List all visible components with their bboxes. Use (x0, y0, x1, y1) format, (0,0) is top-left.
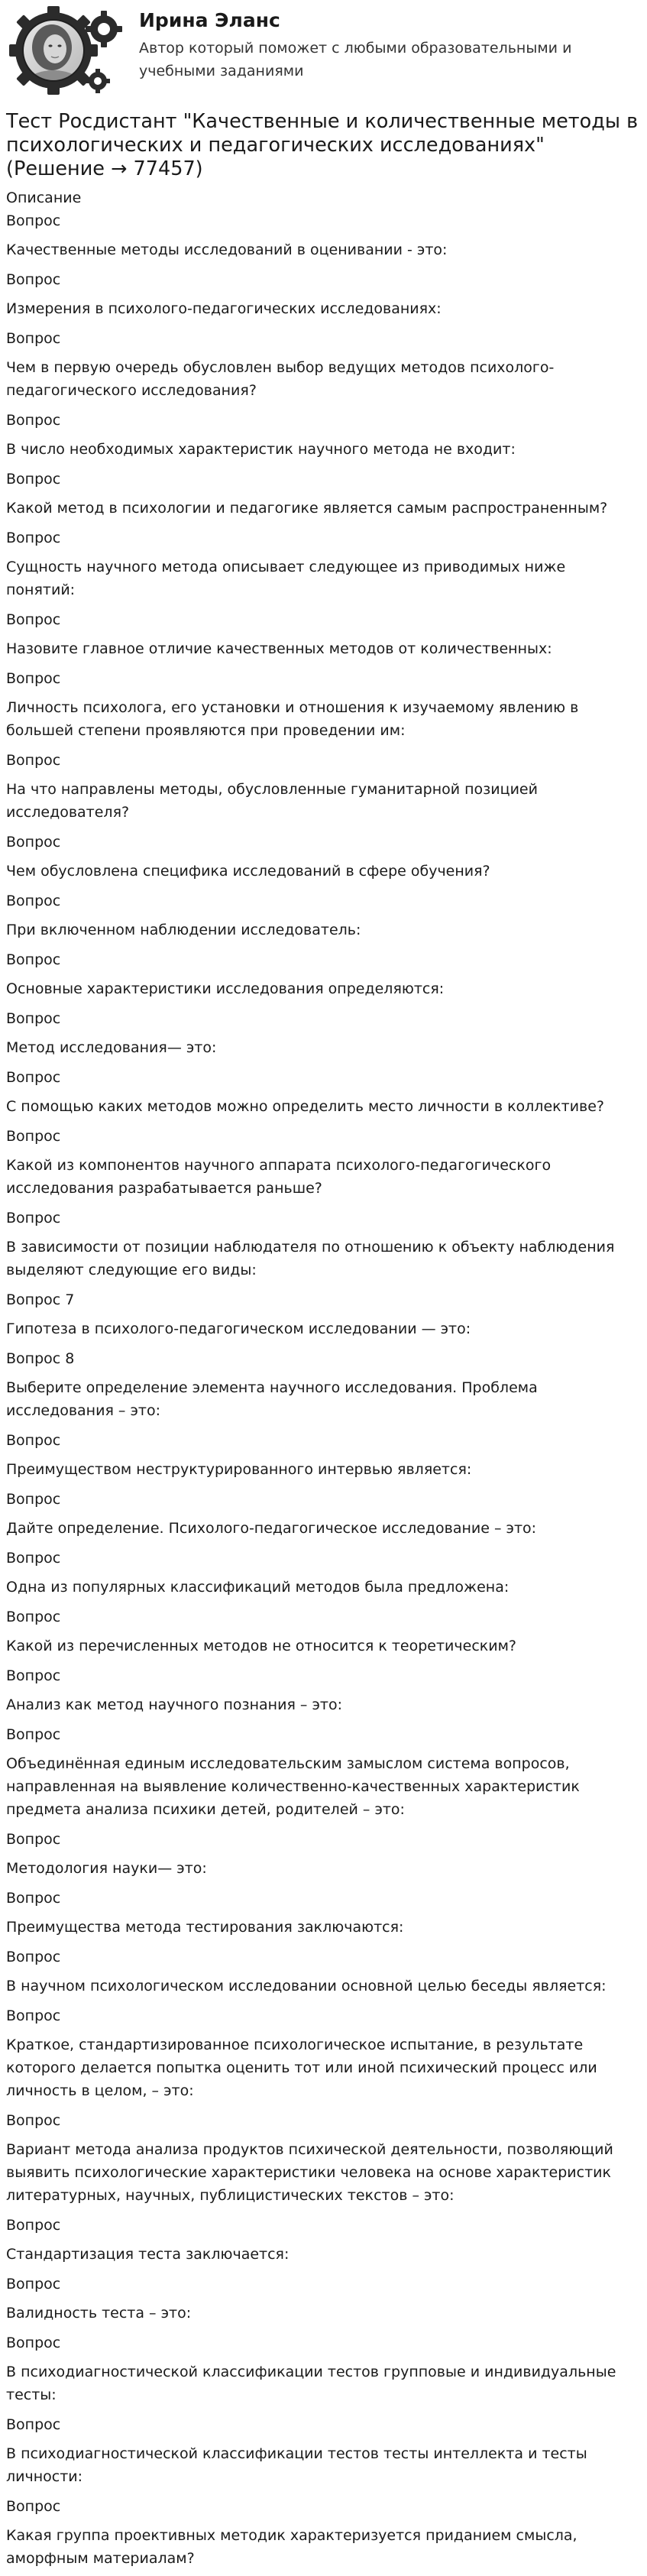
question-item (6, 1664, 641, 1722)
question-label: Вопрос (6, 1069, 61, 1086)
question-item (6, 209, 641, 267)
question-item (6, 2494, 641, 2576)
question-item (6, 2004, 641, 2108)
question-label: Вопрос (6, 834, 61, 851)
question-text: В психодиагностической классификации тестов тесты интеллекта и тесты личности: (6, 2445, 587, 2485)
question-item (6, 1827, 641, 1886)
question-item (6, 1487, 641, 1546)
avatar[interactable] (6, 6, 128, 99)
question-item (6, 1722, 641, 1827)
question-label: Вопрос (6, 1432, 61, 1449)
question-text: Преимуществом неструктурированного интервью является: (6, 1461, 472, 1478)
question-item (6, 1206, 641, 1288)
question-item (6, 2331, 641, 2412)
author-card (6, 0, 641, 107)
question-text: Метод исследования— это: (6, 1039, 217, 1056)
question-text: Методология науки— это: (6, 1860, 207, 1877)
question-list (6, 209, 641, 2576)
question-item (6, 830, 641, 889)
question-text: Преимущества метода тестирования заключаются: (6, 1919, 404, 1936)
question-item (6, 1886, 641, 1945)
avatar-gear-frame-icon (6, 6, 128, 99)
question-label: Вопрос (6, 893, 61, 909)
question-item (6, 1288, 641, 1346)
question-text: Объединённая единым исследовательским замыслом система вопросов, направленная на выявление количественно-качественных характеристик предмета анализа психики детей, родителей – это: (6, 1755, 580, 1818)
question-label: Вопрос (6, 471, 61, 488)
question-label: Вопрос (6, 212, 61, 229)
page-title: Тест Росдистант "Качественные и количественные методы в психологических и педагогических исследованиях" (Решение → 77457) (6, 110, 639, 180)
question-label: Вопрос (6, 1550, 61, 1567)
question-text: Чем обусловлена специфика исследований в сфере обучения? (6, 863, 490, 880)
question-text: Качественные методы исследований в оценивании - это: (6, 241, 448, 258)
question-text: В число необходимых характеристик научного метода не входит: (6, 441, 516, 458)
author-name[interactable]: Ирина Эланс (139, 9, 280, 31)
question-text: Валидность теста – это: (6, 2305, 192, 2322)
question-label: Вопрос (6, 2335, 61, 2351)
question-item (6, 608, 641, 666)
question-label: Вопрос (6, 2007, 61, 2024)
question-item (6, 467, 641, 526)
description-label[interactable]: Описание (6, 190, 82, 206)
author-info (139, 6, 597, 83)
question-label: Вопрос (6, 1949, 61, 1965)
question-label: Вопрос (6, 1128, 61, 1145)
question-text: С помощью каких методов можно определить место личности в коллективе? (6, 1098, 605, 1115)
question-label: Вопрос 8 (6, 1350, 75, 1367)
question-label: Вопрос (6, 271, 61, 288)
question-label: Вопрос (6, 2217, 61, 2234)
question-item (6, 1945, 641, 2004)
question-text: Какой из компонентов научного аппарата психолого-педагогического исследования разрабатывается раньше? (6, 1157, 552, 1197)
question-text: Выберите определение элемента научного исследования. Проблема исследования – это: (6, 1379, 538, 1419)
question-text: Дайте определение. Психолого-педагогическое исследование – это: (6, 1520, 537, 1537)
question-item (6, 889, 641, 948)
question-text: В научном психологическом исследовании основной целью беседы является: (6, 1978, 607, 1994)
question-text: В зависимости от позиции наблюдателя по отношению к объекту наблюдения выделяют следующие его виды: (6, 1239, 615, 1278)
question-item (6, 1428, 641, 1487)
question-item (6, 2213, 641, 2272)
question-label: Вопрос (6, 1831, 61, 1848)
question-label: Вопрос (6, 1210, 61, 1226)
question-label: Вопрос (6, 530, 61, 546)
question-text: Вариант метода анализа продуктов психической деятельности, позволяющий выявить психологические характеристики человека на основе характеристик литературных, научных, публицистических текстов – это: (6, 2141, 613, 2204)
question-text: Личность психолога, его установки и отношения к изучаемому явлению в большей степени проявляются при проведении им: (6, 699, 579, 739)
question-label: Вопрос (6, 752, 61, 769)
question-text: При включенном наблюдении исследователь: (6, 922, 361, 938)
question-label: Вопрос (6, 670, 61, 687)
question-item (6, 2272, 641, 2331)
question-text: Одна из популярных классификаций методов была предложена: (6, 1579, 510, 1596)
question-label: Вопрос (6, 1609, 61, 1625)
question-label: Вопрос (6, 951, 61, 968)
question-item (6, 748, 641, 830)
question-item (6, 1065, 641, 1124)
question-text: Какой из перечисленных методов не относится к теоретическим? (6, 1638, 517, 1654)
question-item (6, 1006, 641, 1065)
question-item (6, 948, 641, 1006)
question-label: Вопрос (6, 611, 61, 628)
question-text: Назовите главное отличие качественных методов от количественных: (6, 640, 552, 657)
question-item (6, 2412, 641, 2494)
question-label: Вопрос (6, 1890, 61, 1907)
question-label: Вопрос (6, 2498, 61, 2515)
question-item (6, 2108, 641, 2213)
question-item (6, 1124, 641, 1206)
question-item (6, 408, 641, 467)
question-text: Чем в первую очередь обусловлен выбор ведущих методов психолого-педагогического исследования? (6, 359, 555, 399)
question-label: Вопрос 7 (6, 1291, 75, 1308)
question-item (6, 666, 641, 748)
question-text: На что направлены методы, обусловленные гуманитарной позицией исследователя? (6, 781, 538, 821)
question-label: Вопрос (6, 2276, 61, 2292)
question-label: Вопрос (6, 2112, 61, 2129)
question-label: Вопрос (6, 1491, 61, 1508)
question-text: Сущность научного метода описывает следующее из приводимых ниже понятий: (6, 559, 566, 598)
question-item (6, 526, 641, 608)
question-item (6, 1546, 641, 1605)
question-label: Вопрос (6, 330, 61, 347)
question-label: Вопрос (6, 2416, 61, 2433)
question-label: Вопрос (6, 1726, 61, 1743)
question-label: Вопрос (6, 412, 61, 429)
question-item (6, 267, 641, 326)
question-label: Вопрос (6, 1010, 61, 1027)
question-text: Основные характеристики исследования определяются: (6, 980, 445, 997)
question-text: Какая группа проективных методик характеризуется приданием смысла, аморфным материалам? (6, 2527, 577, 2567)
question-text: Измерения в психолого-педагогических исследованиях: (6, 300, 442, 317)
question-text: Анализ как метод научного познания – это: (6, 1696, 342, 1713)
question-text: Какой метод в психологии и педагогике является самым распространенным? (6, 500, 608, 517)
question-item (6, 326, 641, 408)
question-text: Краткое, стандартизированное психологическое испытание, в результате которого делается попытка оценить тот или иной психический процесс или личность в целом, – это: (6, 2036, 597, 2099)
question-item (6, 1605, 641, 1664)
question-text: В психодиагностической классификации тестов групповые и индивидуальные тесты: (6, 2364, 616, 2403)
author-description: Автор который поможет с любыми образовательными и учебными заданиями (139, 40, 572, 79)
question-label: Вопрос (6, 1667, 61, 1684)
question-text: Гипотеза в психолого-педагогическом исследовании — это: (6, 1320, 471, 1337)
question-text: Стандартизация теста заключается: (6, 2246, 290, 2263)
question-item (6, 1346, 641, 1428)
